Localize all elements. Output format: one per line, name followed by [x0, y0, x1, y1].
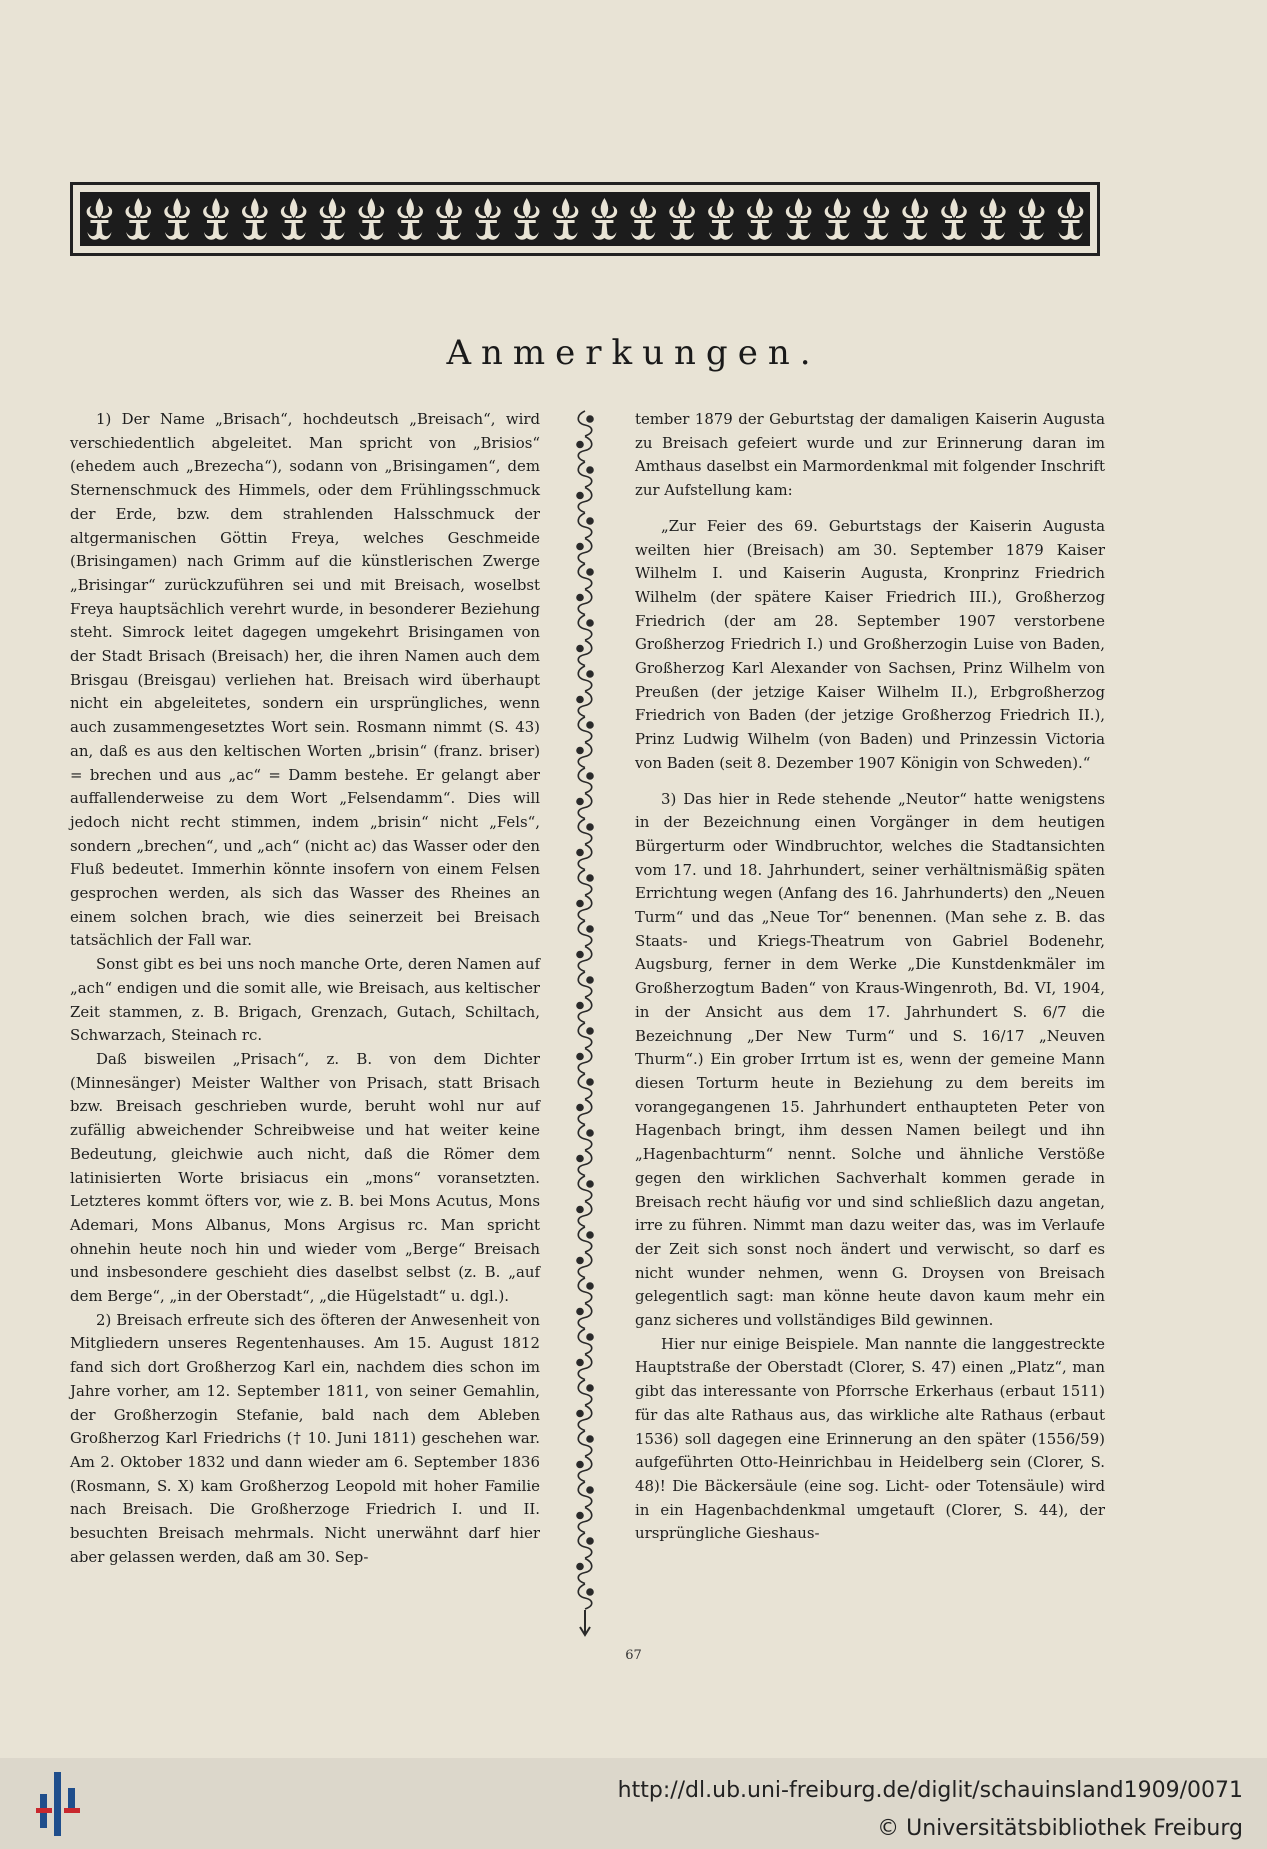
vine-leaf-icon — [578, 717, 593, 742]
vine-leaf-icon — [577, 1100, 592, 1125]
vine-leaf-icon — [577, 590, 592, 615]
note-3-paragraph: 3) Das hier in Rede stehende „Neutor“ hatte wenigstens in der Bezeichnung einen Vorgänger in dem heutigen Bürgerturm oder Windbruchtor, welches die Stadtansichten vom 17. und 18. Jahrhundert, seiner verhältnismäßig späten Errichtung wegen (Anfang des 16. Jahrhunderts) den „Neuen Turm“ und das „Neue Tor“ benennen. (Man sehe z. B. das Staats- und Kriegs-Theatrum von Gabriel Bodenehr, Augsburg, ferner in dem Werke „Die Kunstdenkmäler im Großherzogtum Baden“ von Kraus-Wingenroth, Bd. VI, 1904, in der Ansicht aus dem 17. Jahrhundert S. 6/7 die Bezeichnung „Der New Turm“ und S. 16/17 „Neuven Thurm“.) Ein grober Irrtum ist es, wenn der gemeine Mann diesen Torturm heute in Beziehung zu dem bereits im vorangegangenen 15. Jahrhundert enthaupteten Peter von Hagenbach bringt, ihm dessen Namen beilegt und ihn „Hagenbachturm“ nennt. Solche und ähnliche Verstöße gegen den wirklichen Sachverhalt kommen gerade in Breisach recht häufig vor und sind schließlich dazu angetan, irre zu führen. Nimmt man dazu weiter das, was im Verlaufe der Zeit sich sonst noch ändert und verwischt, so darf es nicht wunder nehmen, wenn G. Droysen von Breisach gelegentlich sagt: man könne heute davon kaum mehr ein ganz sicheres und vollständiges Bild gewinnen. — [635, 789, 1105, 1330]
vine-leaf-icon — [577, 1355, 592, 1380]
vine-leaf-icon — [577, 1406, 592, 1431]
vine-leaf-icon — [577, 1457, 592, 1482]
fleur-de-lis-icon — [436, 198, 462, 240]
vine-leaf-icon — [578, 564, 593, 589]
vine-leaf-icon — [577, 845, 592, 870]
note-2-paragraph: 2) Breisach erfreute sich des öfteren der Anwesenheit von Mitgliedern unseres Regentenhauses. Am 15. August 1812 fand sich dort Großherzog Karl ein, nachdem dies schon im Jahre vorher, am 12. September 1811, von seiner Gemahlin, der Großherzogin Stefanie, bald nach dem Ableben Großherzog Karl Friedrichs († 10. Juni 1811) geschehen war. Am 2. Oktober 1832 und dann wieder am 6. September 1836 (Rosmann, S. X) kam Großherzog Leopold mit hoher Familie nach Breisach. Die Großherzoge Friedrich I. und II. besuchten Breisach mehrmals. Nicht unerwähnt darf hier aber gelassen werden, daß am 30. Sep- — [70, 1310, 540, 1566]
fleur-de-lis-icon — [825, 198, 851, 240]
vine-leaf-icon — [578, 1074, 593, 1099]
fleur-de-lis-icon — [708, 198, 734, 240]
vine-leaf-icon — [578, 1482, 593, 1507]
fleur-de-lis-icon — [941, 198, 967, 240]
vine-leaf-icon — [578, 1380, 593, 1405]
fleur-de-lis-icon — [514, 198, 540, 240]
inscription-quote: „Zur Feier des 69. Geburtstags der Kaiserin Augusta weilten hier (Breisach) am 30. September 1879 Kaiser Wilhelm I. und Kaiserin Augusta, Kronprinz Friedrich Wilhelm (der spätere Kaiser Friedrich III.), Großherzog Friedrich (der am 28. September 1907 verstorbene Großherzog Friedrich I.) und Großherzogin Luise von Baden, Großherzog Karl Alexander von Sachsen, Prinz Wilhelm von Preußen (der jetzige Kaiser Wilhelm II.), Erbgroßherzog Friedrich von Baden (der jetzige Großherzog Friedrich II.), Prinz Ludwig Wilhelm (von Baden) und Prinzessin Victoria von Baden (seit 8. Dezember 1907 Königin von Schweden).“ — [635, 516, 1105, 772]
vine-leaf-icon — [577, 1508, 592, 1533]
note-1-paragraph: 1) Der Name „Brisach“, hochdeutsch „Breisach“, wird verschiedentlich abgeleitet. Man spricht von „Brisios“ (ehedem auch „Brezecha“), sodann von „Brisingamen“, dem Sternenschmuck des Himmels, oder dem Frühlingsschmuck der Erde, bzw. dem strahlenden Halsschmuck der altgermanischen Göttin Freya, welches Geschmeide (Brisingamen) nach Grimm auf die künstlerischen Zwerge „Brisingar“ zurückzuführen sei und mit Breisach, woselbst Freya hauptsächlich verehrt wurde, in besonderer Beziehung steht. Simrock leitet dagegen umgekehrt Brisingamen von der Stadt Brisach (Breisach) her, die ihren Namen auch dem Brisgau (Breisgau) verliehen hat. Breisach wird überhaupt nicht ein abgeleitetes, sondern ein ursprüngliches, wenn auch zusammengesetztes Wort sein. Rosmann nimmt (S. 43) an, daß es aus den keltischen Worten „brisin“ (franz. briser) = brechen und aus „ac“ = Damm bestehe. Er gelangt aber auffallenderweise zu dem Wort „Felsendamm“. Dies will jedoch nicht recht stimmen, indem „brisin“ nicht „Fels“, sondern „brechen“, und „ach“ (nicht ac) das Wasser oder den Fluß bedeutet. Immerhin könnte insofern von einem Felsen gesprochen werden, als sich das Wasser des Rheines an einem solchen brach, wie dies seinerzeit bei Breisach tatsächlich der Fall war. — [70, 410, 540, 950]
vine-leaf-icon — [578, 1227, 593, 1252]
vine-leaf-icon — [578, 513, 593, 538]
vine-leaf-icon — [578, 1176, 593, 1201]
page-title: Anmerkungen. — [446, 333, 821, 373]
note-1-paragraph-3: Daß bisweilen „Prisach“, z. B. von dem Dichter (Minnesänger) Meister Walther von Prisach, statt Brisach bzw. Breisach geschrieben wurde, beruht wohl nur auf zufällig abweichender Schreibweise und hat weiter keine Bedeutung, gleichwie auch nicht, daß die Römer dem latinisierten Worte brisiacus ein „mons“ voransetzten. Letzteres kommt öfters vor, wie z. B. bei Mons Acutus, Mons Ademari, Mons Albanus, Mons Argisus rc. Man spricht ohnehin heute noch hin und wieder vom „Berge“ Breisach und insbesondere geschieht dies daselbst selbst (z. B. „auf dem Berge“, „in der Oberstadt“, „die Hügelstadt“ u. dgl.). — [70, 1049, 540, 1306]
vine-leaf-icon — [578, 870, 593, 895]
library-logo-icon — [36, 1772, 80, 1836]
page-number: 67 — [625, 1648, 642, 1663]
vine-leaf-icon — [577, 1304, 592, 1329]
vine-leaf-icon — [578, 1125, 593, 1150]
fleur-de-lis-icon — [902, 198, 928, 240]
note-3-paragraph-2: Hier nur einige Beispiele. Man nannte die langgestreckte Hauptstraße der Oberstadt (Clorer, S. 47) einen „Platz“, man gibt das interessante von Pforrsche Erkerhaus (erbaut 1511) für das alte Rathaus aus, das wirkliche alte Rathaus (erbaut 1536) soll dagegen eine Erinnerung an den später (1556/59) aufgeführten Otto-Heinrichbau in Heidelberg sein (Clorer, S. 48)! Die Bäckersäule (eine sog. Licht- oder Totensäule) wird in ein Hagenbachdenkmal umgetauft (Clorer, S. 44), der ursprüngliche Gieshaus- — [635, 1334, 1105, 1543]
ornamental-banner — [70, 182, 1100, 256]
fleur-de-lis-icon — [553, 198, 579, 240]
vine-leaf-icon — [578, 1023, 593, 1048]
vine-leaf-icon — [577, 794, 592, 819]
vine-leaf-icon — [577, 488, 592, 513]
vine-leaf-icon — [577, 743, 592, 768]
vine-leaf-icon — [577, 1049, 592, 1074]
fleur-de-lis-icon — [203, 198, 229, 240]
fleur-de-lis-icon — [630, 198, 656, 240]
note-1-paragraph-2: Sonst gibt es bei uns noch manche Orte, deren Namen auf „ach“ endigen und die somit alle, wie Breisach, aus keltischer Zeit stammen, z. B. Brigach, Grenzach, Gutach, Schiltach, Schwarzach, Steinach rc. — [70, 955, 540, 1045]
fleur-de-lis-icon — [125, 198, 151, 240]
fleur-de-lis-icon — [1058, 198, 1084, 240]
vine-leaf-icon — [577, 1151, 592, 1176]
left-column — [70, 408, 540, 1569]
vine-divider-ornament — [572, 405, 598, 1637]
vine-leaf-icon — [577, 896, 592, 921]
vine-leaf-icon — [578, 1278, 593, 1303]
vine-leaf-icon — [578, 768, 593, 793]
vine-leaf-icon — [578, 921, 593, 946]
fleur-de-lis-icon — [786, 198, 812, 240]
fleur-de-lis-icon — [747, 198, 773, 240]
divider-end-ornament — [580, 1610, 590, 1635]
fleur-de-lis-icon — [87, 198, 113, 240]
vine-leaf-icon — [577, 539, 592, 564]
vine-leaf-icon — [578, 819, 593, 844]
vine-leaf-icon — [578, 1584, 593, 1609]
viewer-footer — [0, 1758, 1267, 1849]
vine-leaf-icon — [577, 641, 592, 666]
vine-leaf-icon — [578, 411, 593, 436]
fleur-de-lis-icon — [864, 198, 890, 240]
fleur-de-lis-icon — [592, 198, 618, 240]
vine-leaf-icon — [578, 972, 593, 997]
fleur-de-lis-icon — [242, 198, 268, 240]
vine-leaf-icon — [578, 462, 593, 487]
fleur-de-lis-icon — [281, 198, 307, 240]
fleur-de-lis-icon — [475, 198, 501, 240]
fleur-de-lis-icon — [320, 198, 346, 240]
vine-leaf-icon — [577, 1253, 592, 1278]
vine-leaf-icon — [578, 1329, 593, 1354]
right-column — [635, 408, 1105, 1546]
vine-leaf-icon — [577, 437, 592, 462]
vine-leaf-icon — [577, 692, 592, 717]
banner-fleur-de-lis-frieze — [80, 192, 1090, 246]
fleur-de-lis-icon-row — [80, 192, 1090, 246]
vine-leaf-icon — [577, 1202, 592, 1227]
vine-leaf-icon — [577, 1559, 592, 1584]
fleur-de-lis-icon — [980, 198, 1006, 240]
vine-leaf-icon — [578, 615, 593, 640]
vine-leaf-icon — [577, 947, 592, 972]
copyright-text: © Universitätsbibliothek Freiburg — [877, 1816, 1243, 1841]
vine-leaf-icon — [578, 666, 593, 691]
source-url-link[interactable]: http://dl.ub.uni-freiburg.de/diglit/schauinsland1909/0071 — [617, 1778, 1243, 1803]
fleur-de-lis-icon — [164, 198, 190, 240]
vine-leaf-icon — [577, 998, 592, 1023]
vine-leaf-icon — [578, 1431, 593, 1456]
fleur-de-lis-icon — [669, 198, 695, 240]
note-2-continuation: tember 1879 der Geburtstag der damaligen Kaiserin Augusta zu Breisach gefeiert wurde und zur Erinnerung daran im Amthaus daselbst ein Marmordenkmal mit folgender Inschrift zur Aufstellung kam: — [635, 410, 1105, 500]
fleur-de-lis-icon — [1019, 198, 1045, 240]
vine-leaf-icon — [578, 1533, 593, 1558]
fleur-de-lis-icon — [397, 198, 423, 240]
fleur-de-lis-icon — [359, 198, 385, 240]
